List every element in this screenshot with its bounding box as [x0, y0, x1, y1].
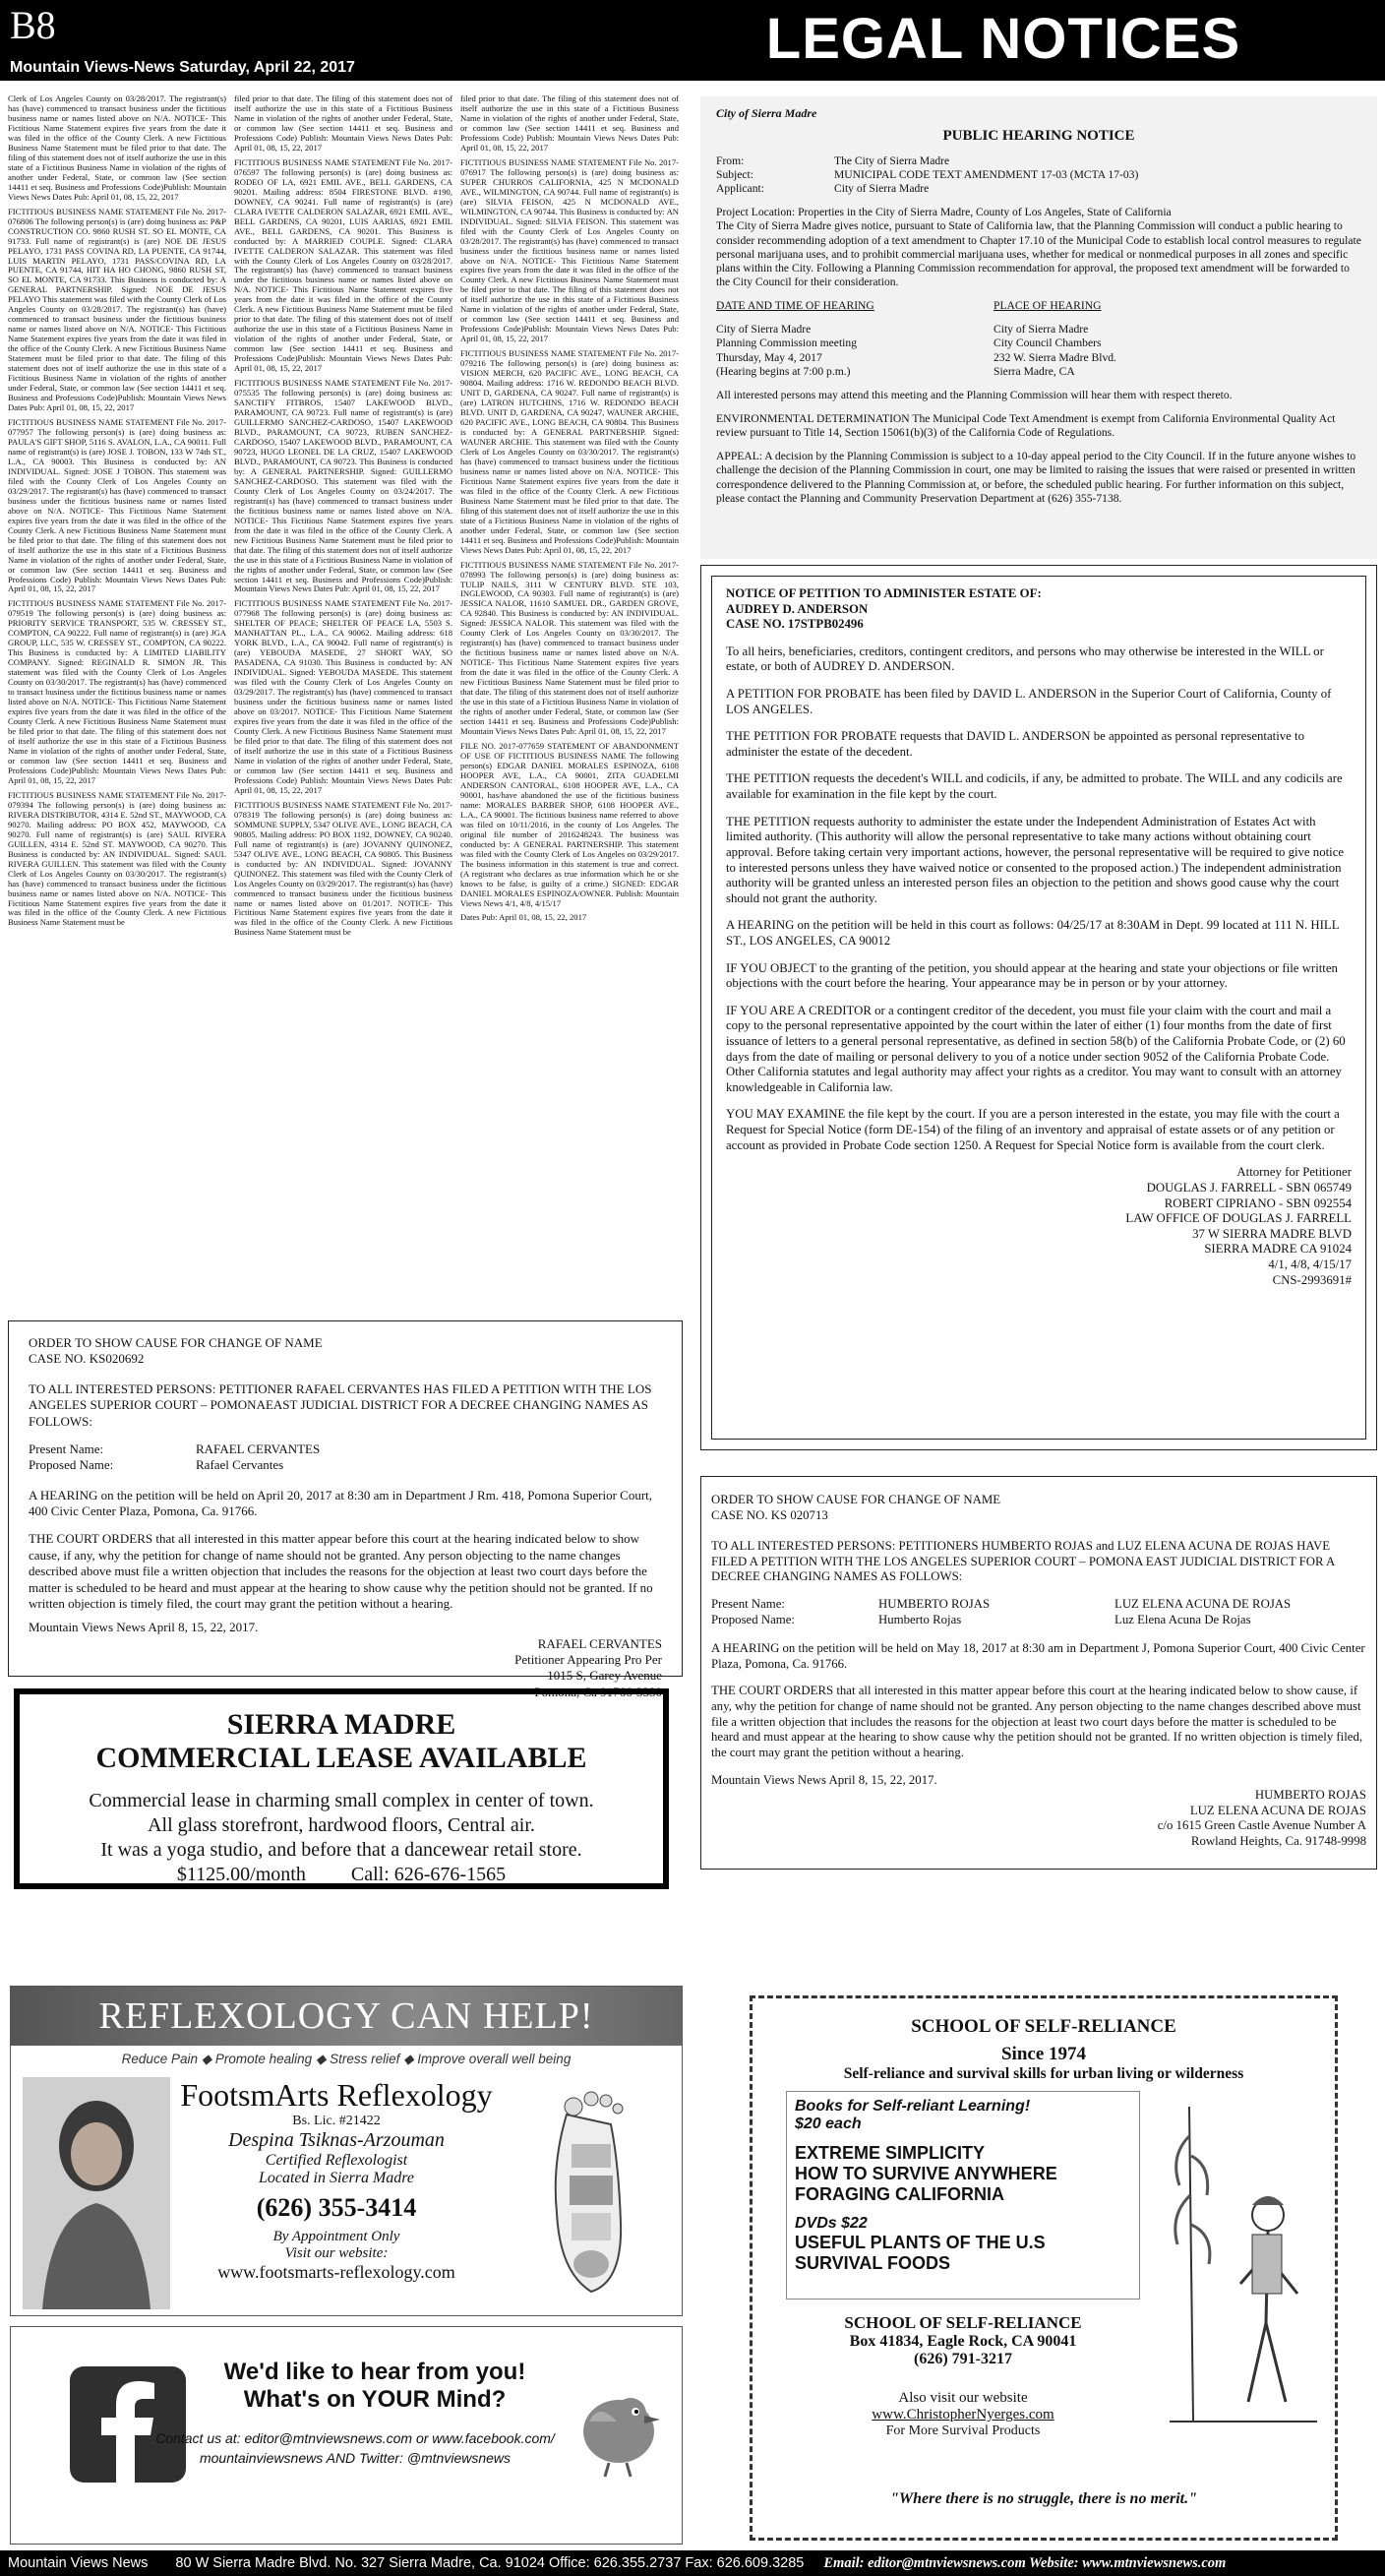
publication-date-line: Mountain Views-News Saturday, April 22, 2017	[10, 59, 355, 76]
proposed-name-label: Proposed Name:	[711, 1612, 795, 1626]
fbn-notice: filed prior to that date. The filing of this statement does not of itself authorize the use in this state of a Fictitious Business Name in violation of the rights of another under Federal, State, or common law (See section 14411 et seq. Business and Professions Code) Publish: Mountain Views News Dates Pub: April 01, 08, 15, 22, 2017	[460, 94, 679, 153]
present-name-label: Present Name:	[29, 1441, 104, 1456]
fbn-column-3	[460, 94, 679, 1312]
phn-date-line: Planning Commission meeting	[716, 337, 857, 350]
phn-project-location: Project Location: Properties in the City of Sierra Madre, County of Los Angeles, State of California	[716, 206, 1172, 219]
books-heading: Books for Self-reliant Learning!	[795, 2098, 1031, 2115]
foot-map-illustration	[512, 2085, 670, 2301]
school-website[interactable]: www.ChristopherNyerges.com	[872, 2407, 1054, 2423]
phn-environmental: ENVIRONMENTAL DETERMINATION The Municipal Code Text Amendment is exempt from California Environmental Quality Act review pursuant to Title 14, Section 15061(b)(3) of the California Code of Regulations.	[716, 412, 1336, 440]
probate-paragraph: YOU MAY EXAMINE the file kept by the court. If you are a person interested in the estate, you may file with the court a Request for Special Notice (form DE-154) of the filing of an inventory and appraisal of estate assets or of any petition or account as provided in Probate Code section 1250. A Request for Special Notice form is available from the court clerk.	[726, 1107, 1340, 1152]
location-line: Located in Sierra Madre	[258, 2170, 415, 2186]
school-tagline: Self-reliance and survival skills for urban living or wilderness	[843, 2065, 1244, 2082]
certification: Certified Reflexologist	[265, 2152, 408, 2169]
contact-line-2[interactable]: mountainviewsnews AND Twitter: @mtnviewsnews	[199, 2449, 512, 2466]
phn-attend: All interested persons may attend this meeting and the Planning Commission will hear them with respect thereto.	[716, 388, 1233, 401]
attorney-line: ROBERT CIPRIANO - SBN 092554	[1164, 1196, 1352, 1210]
phn-subject-label: Subject:	[716, 168, 753, 182]
probate-paragraph: THE PETITION requests authority to administer the estate under the Independent Administration of Estates Act with limited authority. (This authority will allow the personal representative to take many actions without obtaining court approval. Before taking certain very important actions, however, the personal representative will be required to give notice to interested persons unless they have waived notice or consented to the proposed action.) The independent administration authority will be granted unless an interested person files an objection to the petition and shows good cause why the court should not grant the authority.	[726, 814, 1345, 905]
school-self-reliance-ad	[750, 1995, 1338, 2541]
book-title: FORAGING CALIFORNIA	[795, 2184, 1004, 2204]
contact-line-1[interactable]: editor@mtnviewsnews.com or www.facebook.com/	[244, 2430, 555, 2446]
probate-case: CASE NO. 17STPB02496	[726, 617, 864, 632]
proposed-name-label: Proposed Name:	[29, 1457, 114, 1473]
fbn-notice: FICTITIOUS BUSINESS NAME STATEMENT File No. 2017-079519 The following person(s) is (are) doing business as: PRIORITY SERVICE TRANSPORT, 535 W. CRESSEY ST., COMPTON, CA 90222. Full name of registrant(s) is (are) JGA GROUP, LLC, 535 W. CRESSEY ST., COMPTON, CA 90222. This Business is conducted by: A LIMITED LIABILITY COMPANY. Signed: REGINALD R. SIMON JR. This statement was filed with the County Clerk of Los Angeles County on 03/30/2017. The registrant(s) has (have) commenced to transact business under the fictitious business name or names listed above on N/A. NOTICE- This Fictitious Name Statement expires five years from the date it was filed in the office of the County Clerk. A new Fictitious Business Name Statement must be filed prior to that date. The filing of this statement does not of itself authorize the use in this state of a Fictitious Business Name in violation of the rights of another under Federal, State, or common law (See section 14411 et seq. Business and Professions Code)Publish: Mountain Views News Dates Pub: April 01, 08, 15, 22, 2017	[8, 598, 226, 785]
present-name-value: LUZ ELENA ACUNA DE ROJAS	[1114, 1597, 1292, 1612]
phn-subject: MUNICIPAL CODE TEXT AMENDMENT 17-03 (MCTA 17-03)	[834, 168, 1139, 182]
reflexologist-photo	[23, 2077, 170, 2309]
lease-line-3: It was a yoga studio, and before that a dancewear retail store.	[100, 1839, 582, 1861]
website-subline: For More Survival Products	[885, 2423, 1041, 2438]
phn-date-line: City of Sierra Madre	[716, 323, 812, 337]
dvd-price: DVDs $22	[795, 2215, 868, 2232]
court-order-text: THE COURT ORDERS that all interested in this matter appear before this court at the hearing indicated below to show cause, if any, why the petition for change of name should not be granted. Any person objecting to the name changes described above must file a written objection that includes the reasons for the objection at least two court days before the matter is scheduled to be heard and must appear at the hearing to show cause why the petition should not be granted. If no written objection is timely filed, the court may grant the petition without a hearing.	[711, 1684, 1363, 1759]
fb-headline-2: What's on YOUR Mind?	[243, 2386, 507, 2413]
petitioner-name: HUMBERTO ROJAS	[1254, 1788, 1366, 1803]
phn-place-line: City of Sierra Madre	[994, 323, 1089, 337]
fbn-notice: FICTITIOUS BUSINESS NAME STATEMENT File No. 2017-078993 The following person(s) is (are) doing business as: TULIP NAILS, 3111 W CENTURY BLVD. STE 103, INGLEWOOD, CA 90303. Full name of registrant(s) is (are) JESSICA NALOR, 11610 SAMUEL DR., GARDEN GROVE, CA 92840. This Business is conducted by: AN INDIVIDUAL. Signed: JESSICA NALOR. This statement was filed with the County Clerk of Los Angeles County on 03/30/2017. The registrant(s) has (have) commenced to transact business under the fictitious business name or names listed above on N/A. NOTICE- This Fictitious Name Statement expires five years from the date it was filed in the office of the County Clerk. A new Fictitious Business Name Statement must be filed prior to that date. The filing of this statement does not of itself authorize the use in this state of a Fictitious Business Name in violation of the rights of another under Federal, State, or common law (See section 14411 et seq. Business and Professions Code)Publish: Mountain Views News Dates Pub: April 01, 08, 15, 22, 2017	[460, 559, 679, 737]
hearing-text: A HEARING on the petition will be held on May 18, 2017 at 8:30 am in Department J, Pomona Superior Court, 400 Civic Center Plaza, Pomona, Ca. 91766.	[711, 1641, 1365, 1671]
page-number: B8	[10, 3, 56, 47]
dvd-title: USEFUL PLANTS OF THE U.S	[795, 2233, 1046, 2252]
probate-paragraph: THE PETITION FOR PROBATE requests that DAVID L. ANDERSON be appointed as personal representative to administer the estate of the decedent.	[726, 729, 1304, 759]
lease-title-2: COMMERCIAL LEASE AVAILABLE	[95, 1742, 587, 1774]
lease-price: $1125.00/month	[176, 1864, 306, 1885]
petitioner-address-1: c/o 1615 Green Castle Avenue Number A	[1157, 1818, 1366, 1833]
probate-decedent: AUDREY D. ANDERSON	[726, 601, 869, 616]
books-price: $20 each	[795, 2116, 862, 2132]
attorney-line: DOUGLAS J. FARRELL - SBN 065749	[1146, 1180, 1352, 1195]
phn-place-line: 232 W. Sierra Madre Blvd.	[994, 350, 1116, 364]
books-box	[786, 2091, 1140, 2300]
court-order-text: THE COURT ORDERS that all interested in this matter appear before this court at the hearing indicated below to show cause, if any, why the petition for change of name should not be granted. Any person objecting to the name changes described above must file a written objection that includes the reasons for the objection at least two court days before the matter is scheduled to be heard and must appear at the hearing to show cause why the petition should not be granted. If no written objection is timely filed, the court may grant the petition without a hearing.	[29, 1531, 653, 1611]
fbn-column-2	[234, 94, 452, 1312]
survivalist-illustration	[1150, 2097, 1327, 2431]
petitioner-name: LUZ ELENA ACUNA DE ROJAS	[1189, 1803, 1366, 1817]
petitioner-address-2: Rowland Heights, Ca. 91748-9998	[1190, 1833, 1366, 1848]
notice-title: ORDER TO SHOW CAUSE FOR CHANGE OF NAME	[711, 1493, 1001, 1506]
phn-body: The City of Sierra Madre gives notice, pursuant to State of California law, that the Planning Commission will conduct a public hearing to consider recommending adoption of a text amendment to Chapter 17.10 of the Municipal Code to establish local control measures to regulate personal marijuana uses, and to prohibit commercial marijuana uses, whether for medical or nonmedical purposes in all zones and specific plans within the City. Following a Planning Commission recommendation for approval, the proposed text amendment will be forwarded to the City Council for their consideration.	[716, 219, 1361, 289]
probate-title: NOTICE OF PETITION TO ADMINISTER ESTATE OF:	[726, 586, 1042, 600]
footer-address: 80 W Sierra Madre Blvd. No. 327 Sierra Madre, Ca. 91024 Office: 626.355.2737 Fax: 626.609.3285	[175, 2555, 805, 2571]
website-intro: Also visit our website	[898, 2390, 1028, 2406]
fbn-notice: FICTITIOUS BUSINESS NAME STATEMENT File No. 2017-079216 The following person(s) is (are) doing business as: VISION MERCH, 620 PACIFIC AVE., LONG BEACH, CA 90804. Mailing address: 1716 W. REDONDO BEACH BLVD. UNIT D, GARDENA, CA 90247. Full name of registrant(s) is (are) LATRON HUTCHINS, 1716 W. REDONDO BEACH BLVD. UNIT D, GARDENA, CA 90247, WAUNER ARCHIE, 620 PACIFIC AVE., LONG BEACH, CA 90804. This Business is conducted by: A GENERAL PARTNERSHIP. Signed: WAUNER ARCHIE. This statement was filed with the County Clerk of Los Angeles County on 03/30/2017. The registrant(s) has (have) commenced to transact business under the fictitious business name or names listed above on N/A. NOTICE- This Fictitious Name Statement expires five years from the date it was filed in the office of the County Clerk. A new Fictitious Business Name Statement must be filed prior to that date. The filing of this statement does not of itself authorize the use in this state of a Fictitious Business Name in violation of the rights of another under Federal, State, or common law (See section 14411 et seq. Business and Professions Code)Publish: Mountain Views News Dates Pub: April 01, 08, 15, 22, 2017	[460, 348, 679, 555]
benefit-3: Stress relief	[330, 2052, 400, 2066]
page-footer	[0, 2550, 1385, 2576]
book-title: EXTREME SIMPLICITY	[795, 2143, 986, 2163]
fbn-notice: Clerk of Los Angeles County on 03/28/2017. The registrant(s) has (have) commenced to transact business under the fictitious business name or names listed above on N/A. NOTICE- This Fictitious Name Statement expires five years from the date it was filed in the office of the County Clerk. A new Fictitious Business Name Statement must be filed prior to that date. The filing of this statement does not of itself authorize the use in this state of a Fictitious Business Name in violation of the rights of another under Federal, State, or common law (See section 14411 et seq. Business and Professions Code)Publish: Mountain Views News Dates Pub: April 01, 08, 15, 22, 2017	[8, 94, 226, 202]
probate-paragraph: A PETITION FOR PROBATE has been filed by DAVID L. ANDERSON in the Superior Court of California, County of LOS ANGELES.	[726, 687, 1332, 716]
notice-intro: TO ALL INTERESTED PERSONS: PETITIONERS HUMBERTO ROJAS and LUZ ELENA ACUNA DE ROJAS HAVE FILED A PETITION WITH THE LOS ANGELES SUPERIOR COURT – POMONA EAST JUDICIAL DISTRICT FOR A DECREE CHANGING NAMES AS FOLLOWS:	[711, 1539, 1335, 1584]
publication-line: Mountain Views News April 8, 15, 22, 2017.	[711, 1772, 937, 1787]
public-hearing-notice	[700, 96, 1377, 559]
proposed-name-value: Rafael Cervantes	[196, 1457, 284, 1473]
probate-paragraph: IF YOU OBJECT to the granting of the petition, you should appear at the hearing and state your objections or file written objections with the court before the hearing. Your appearance may be in person or by your attorney.	[726, 960, 1338, 991]
attorney-line: 37 W SIERRA MADRE BLVD	[1192, 1226, 1352, 1241]
fbn-notice: FICTITIOUS BUSINESS NAME STATEMENT File No. 2017-078319 The following person(s) is (are) doing business as: SOMMUNE SUPPLY, 5347 OLIVE AVE., LONG BEACH, CA 90805. Mailing address: PO BOX 1192, DOWNEY, CA 90240. Full name of registrant(s) is (are) JOVANNY QUINONEZ, 5347 OLIVE AVE., LONG BEACH, CA 90805. This Business is conducted by: AN INDIVIDUAL. Signed: JOVANNY QUINONEZ. This statement was filed with the County Clerk of Los Angeles County on 03/29/2017. The registrant(s) has (have) commenced to transact business under the fictitious business name or names listed above on 01/2017. NOTICE- This Fictitious Name Statement expires five years from the date it was filed in the office of the County Clerk. A new Fictitious Business Name Statement must be	[234, 799, 452, 938]
school-title: SCHOOL OF SELF-RELIANCE	[911, 2016, 1176, 2037]
phn-applicant-label: Applicant:	[716, 182, 764, 196]
lease-title-1: SIERRA MADRE	[226, 1708, 456, 1741]
attorney-line: Attorney for Petitioner	[1236, 1165, 1352, 1180]
fbn-notice: filed prior to that date. The filing of this statement does not of itself authorize the use in this state of a Fictitious Business Name in violation of the rights of another under Federal, State, or common law (See section 14411 et seq. Business and Professions Code) Publish: Mountain Views News Dates Pub: April 01, 08, 15, 22, 2017	[234, 94, 452, 153]
phn-from-label: From:	[716, 153, 745, 167]
book-title: HOW TO SURVIVE ANYWHERE	[795, 2164, 1057, 2183]
phn-from: The City of Sierra Madre	[834, 153, 950, 167]
phn-place-line: Sierra Madre, CA	[994, 364, 1075, 378]
fbn-notice: FICTITIOUS BUSINESS NAME STATEMENT File No. 2017-077957 The following person(s) is (are) doing business as: PAULA'S GIFT SHOP, 5116 S. AVALON, L.A., CA 90011. Full name of registrant(s) is (are) JOSE J. TOBON, 133 W 74th ST., L.A., CA 90003. This Business is conducted by: AN INDIVIDUAL. Signed: JOSE J TOBON. This statement was filed with the County Clerk of Los Angeles County on 03/29/2017. The registrant(s) has (have) commenced to transact business under the fictitious business name or names listed above on N/A. NOTICE- This Fictitious Name Statement expires five years from the date it was filed in the office of the County Clerk. A new Fictitious Business Name Statement must be filed prior to that date. The filing of this statement does not of itself authorize the use in this state of a Fictitious Business Name in violation of the rights of another under Federal, State, or common law (See section 14411 et seq. Business and Professions Code) Publish: Mountain Views News Dates Pub: April 01, 08, 15, 22, 2017	[8, 417, 226, 594]
fbn-notice: FICTITIOUS BUSINESS NAME STATEMENT File No. 2017-077968 The following person(s) is (are) doing business as: SHELTER OF PEACE; SHELTER OF PEACE LA, 5503 S. MANHATTAN PL., L.A., CA 90062. Mailing address: 618 YORK BLVD., L.A., CA 90042. Full name of registrant(s) is (are) YEBOUDA MASEDE, 27 SHORT WAY, SO PASADENA, CA 91030. This Business is conducted by: AN INDIVIDUAL. Signed: YEBOUDA MASEDE. This statement was filed with the County Clerk of Los Angeles County on 03/29/2017. The registrant(s) has (have) commenced to transact business under the fictitious business name or names listed above on 03/2017. NOTICE- This Fictitious Name Statement expires five years from the date it was filed in the office of the County Clerk. A new Fictitious Business Name Statement must be filed prior to that date. The filing of this statement does not of itself authorize the use in this state of a Fictitious Business Name in violation of the rights of another under Federal, State, or common law (See section 14411 et seq. Business and Professions Code) Publish: Mountain Views News Dates Pub: April 01, 08, 15, 22, 2017	[234, 598, 452, 795]
phn-place-heading: PLACE OF HEARING	[994, 299, 1102, 313]
school-address: Box 41834, Eagle Rock, CA 90041	[849, 2333, 1077, 2350]
attorney-line: LAW OFFICE OF DOUGLAS J. FARRELL	[1125, 1211, 1352, 1226]
fbn-notice: FICTITIOUS BUSINESS NAME STATEMENT File No. 2017-076917 The following person(s) is (are) doing business as: SUPER CHURROS CALIFORNIA, 425 N MCDONALD AVE., WILMINGTON, CA 90744. Full name of registrant(s) is (are) SILVIA FEISON, 425 N MCDONALD AVE., WILMINGTON, CA 90744. This Business is conducted by: AN INDIVIDUAL. Signed: SILVIA FEISON. This statement was filed with the County Clerk of Los Angeles County on 03/28/2017. The registrant(s) has (have) commenced to transact business under the fictitious business name or names listed above on N/A. NOTICE- This Fictitious Name Statement expires five years from the date it was filed in the office of the County Clerk. A new Fictitious Business Name Statement must be filed prior to that date. The filing of this statement does not of itself authorize the use in this state of a Fictitious Business Name in violation of the rights of another under Federal, State, or common law (See section 14411 et seq. Business and Professions Code)Publish: Mountain Views News Dates Pub: April 01, 08, 15, 22, 2017	[460, 156, 679, 344]
reflexologist-name: Despina Tsiknas-Arzouman	[228, 2129, 445, 2151]
school-address-name: SCHOOL OF SELF-RELIANCE	[844, 2313, 1082, 2332]
present-name-label: Present Name:	[711, 1597, 785, 1612]
lease-phone: Call: 626-676-1565	[350, 1864, 507, 1885]
attorney-line: 4/1, 4/8, 4/15/17	[1268, 1257, 1352, 1271]
fbn-column-1	[8, 94, 226, 1312]
case-number: CASE NO. KS 020713	[711, 1507, 828, 1522]
benefit-1: Reduce Pain	[121, 2052, 198, 2066]
masthead	[0, 0, 1385, 81]
probate-paragraph: A HEARING on the petition will be held in this court as follows: 04/25/17 at 8:30AM in Dept. 99 located at 111 N. HILL ST., LOS ANGELES, CA 90012	[726, 918, 1340, 948]
phn-date-line: (Hearing begins at 7:00 p.m.)	[716, 364, 851, 378]
hearing-text: A HEARING on the petition will be held on April 20, 2017 at 8:30 am in Department J Rm. 418, Pomona Superior Court, 400 Civic Center Plaza, Pomona, Ca. 91766.	[29, 1487, 653, 1518]
visit-website-line: Visit our website:	[284, 2245, 389, 2261]
reflexology-website[interactable]: www.footsmarts-reflexology.com	[217, 2262, 455, 2282]
notice-intro: TO ALL INTERESTED PERSONS: PETITIONER RAFAEL CERVANTES HAS FILED A PETITION WITH THE LOS ANGELES SUPERIOR COURT – POMONAEAST JUDICIAL DISTRICT FOR A DECREE CHANGING NAMES AS FOLLOWS:	[29, 1380, 652, 1429]
fbn-notice: FICTITIOUS BUSINESS NAME STATEMENT File No. 2017-075535 The following person(s) is (are) doing business as: SANCTIFY FITBROS, 15407 LAKEWOOD BLVD., PARAMOUNT, CA 90723. Full name of registrant(s) is (are) GUILLERMO SANCHEZ-CARDOSO, 15407 LAKEWOOD BLVD., PARAMOUNT, CA 90723, RUBEN SANCHEZ-CARDOSO, 15407 LAKEWOOD BLVD., PARAMOUNT, CA 90723, HUGO LEONEL DE LA CRUZ, 15407 LAKEWOOD BLVD., PARAMOUNT, CA 90723. This Business is conducted by: A GENERAL PARTNERSHIP. Signed: GUILLERMO SANCHEZ-CARDOSO. This statement was filed with the County Clerk of Los Angeles County on 03/24/2017. The registrant(s) has (have) commenced to transact business under the fictitious business name or names listed above on N/A. NOTICE- This Fictitious Name Statement expires five years from the date it was filed in the office of the County Clerk. A new Fictitious Business Name Statement must be filed prior to that date. The filing of this statement does not of itself authorize the use in this state of a Fictitious Business Name in violation of the rights of another under Federal, State, or common law (See section 14411 et seq. Business and Professions Code)Publish: Mountain Views News Dates Pub: April 01, 08, 15, 22, 2017	[234, 378, 452, 594]
commercial-lease-ad	[14, 1688, 669, 1889]
contact-prefix: Contact us at:	[155, 2430, 245, 2446]
fbn-notice: Dates Pub: April 01, 08, 15, 22, 2017	[460, 912, 587, 923]
petitioner-role: Petitioner Appearing Pro Per	[514, 1652, 662, 1667]
license-number: Bs. Lic. #21422	[292, 2114, 381, 2128]
phn-date-line: Thursday, May 4, 2017	[716, 350, 822, 364]
appointment-line: By Appointment Only	[272, 2229, 400, 2244]
footer-paper: Mountain Views News	[8, 2555, 149, 2571]
phn-appeal: APPEAL: A decision by the Planning Commission is subject to a 10-day appeal period to the City Council. If in the future anyone wishes to challenge the decision of the Planning Commission in court, one may be limited to raising the issues that were raised or presented in written correspondence delivered to the Planning Commission at, or before, the scheduled public hearing. For further information on this subject, please contact the Planning and Community Preservation Department at (626) 355-7138.	[716, 450, 1356, 505]
notice-title: ORDER TO SHOW CAUSE FOR CHANGE OF NAME	[29, 1335, 323, 1350]
reflexology-phone: (626) 355-3414	[256, 2193, 417, 2222]
probate-paragraph: To all heirs, beneficiaries, creditors, contingent creditors, and persons who may otherwise be interested in the WILL or estate, or both of AUDREY D. ANDERSON.	[726, 644, 1324, 674]
twitter-bird-icon[interactable]	[570, 2372, 668, 2481]
school-quote: "Where there is no struggle, there is no merit."	[889, 2490, 1197, 2507]
attorney-line: SIERRA MADRE CA 91024	[1204, 1242, 1352, 1257]
present-name-value: HUMBERTO ROJAS	[878, 1597, 991, 1612]
section-title: LEGAL NOTICES	[765, 7, 1241, 71]
publication-line: Mountain Views News April 8, 15, 22, 2017.	[29, 1620, 259, 1635]
phn-city: City of Sierra Madre	[716, 106, 817, 120]
fbn-notice: FILE NO. 2017-077659 STATEMENT OF ABANDONMENT OF USE OF FICTITIOUS BUSINESS NAME The following person(s) EDGAR DANIEL MORALES ESPINOZA, 6108 HOOPER AVE, L.A., CA 90001, ZITA GUADELMI ANDERSON CANTORAL, 6108 HOOPER AVE, L.A., CA 90001, has/have abandoned the use of the fictitious business name: MORALES BARBER SHOP, 6108 HOOPER AVE., L.A., CA 90001. The fictitious business name referred to above was filed on 10/11/2016, in the county of Los Angeles. The original file number of 2016248243. The business was conducted by: A GENERAL PARTNERSHIP. This statement was filed with the County Clerk of Los Angeles on 03/29/2017. The business information in this statement is true and correct. (A registrant who declares as true information which he or she knows to be false, is guilty of a crime.) SIGNED: EDGAR DANIEL MORALES ESPINOZA/OWNER. Publish: Mountain Views News 4/1, 4/8, 4/15/17	[460, 741, 679, 908]
fb-headline-1: We'd like to hear from you!	[223, 2359, 526, 2385]
petitioner-address-2: Pomona, Ca 91766-3330	[534, 1684, 662, 1699]
phn-date-heading: DATE AND TIME OF HEARING	[716, 299, 874, 313]
fbn-notice: FICTITIOUS BUSINESS NAME STATEMENT File No. 2017-076597 The following person(s) is (are) doing business as: RODEO OF LA, 6921 EMIL AVE., BELL GARDENS, CA 90201. Mailing address: 8504 FIRESTONE BLVD. #190, DOWNEY, CA 90241. Full name of registrant(s) is (are) CLARA IVETTE CALDERON SALAZAR, 6921 EMIL AVE., BELL GARDENS, CA 90201, LUIS AARIAS, 6921 EMIL AVE., BELL GARDENS, CA 90201. This Business is conducted by: A MARRIED COUPLE. Signed: CLARA IVETTE CALDERON SALAZAR. This statement was filed with the County Clerk of Los Angeles County on 03/28/2017. The registrant(s) has (have) commenced to transact business under the fictitious business name or names listed above on N/A. NOTICE- This Fictitious Name Statement expires five years from the date it was filed in the office of the County Clerk. A new Fictitious Business Name Statement must be filed prior to that date. The filing of this statement does not of itself authorize the use in this state of a Fictitious Business Name in violation of the rights of another under Federal, State, or common law (See section 14411 et seq. Business and Professions Code)Publish: Mountain Views News Dates Pub: April 01, 08, 15, 22, 2017	[234, 156, 452, 374]
lease-line-1: Commercial lease in charming small complex in center of town.	[89, 1790, 594, 1811]
footer-email-website[interactable]: Email: editor@mtnviewsnews.com Website: www.mtnviewsnews.com	[823, 2555, 1227, 2571]
petitioner-name: RAFAEL CERVANTES	[537, 1635, 662, 1651]
attorney-line: CNS-2993691#	[1272, 1272, 1352, 1287]
probate-paragraph: IF YOU ARE A CREDITOR or a contingent creditor of the decedent, you must file your claim with the court and mail a copy to the personal representative appointed by the court within the later of either (1) four months from the date of first issuance of letters to a general personal representative, as defined in section 58(b) of the California Probate Code, or (2) 60 days from the date of mailing or personal delivery to you of a notice under section 9052 of the California Probate Code. Other California statutes and legal authority may affect your rights as a creditor. You may want to consult with an attorney knowledgeable in California law.	[726, 1003, 1346, 1094]
benefit-2: Promote healing	[214, 2052, 313, 2066]
school-phone: (626) 791-3217	[914, 2351, 1012, 2367]
phn-place-line: City Council Chambers	[994, 337, 1102, 350]
lease-line-2: All glass storefront, hardwood floors, Central air.	[148, 1814, 535, 1836]
school-since: Since 1974	[1000, 2044, 1087, 2064]
phn-title: PUBLIC HEARING NOTICE	[942, 127, 1135, 144]
proposed-name-value: Luz Elena Acuna De Rojas	[1114, 1612, 1251, 1626]
dvd-title: SURVIVAL FOODS	[795, 2253, 951, 2273]
case-number: CASE NO. KS020692	[29, 1351, 145, 1367]
business-name: FootsmArts Reflexology	[180, 2077, 493, 2113]
petitioner-address-1: 1015 S, Garey Avenue	[547, 1668, 662, 1684]
probate-paragraph: THE PETITION requests the decedent's WILL and codicils, if any, be admitted to probate. The WILL and any codicils are available for examination in the file kept by the court.	[726, 771, 1343, 802]
probate-notice	[711, 576, 1366, 1440]
reflexology-ad: REFLEXOLOGY CAN HELP! Reduce Pain ◆ Promote healing ◆ Stress relief ◆ Improve overall well being FootsmArts Reflexology Bs. Lic. #21422 Despina Tsiknas-Arzouman Certified Reflexologist Located in Sierra Madre (626) 355-3414 By Appointment Only Visit our website: www.footsmarts-reflexology.com	[10, 1986, 683, 2316]
fbn-notice: FICTITIOUS BUSINESS NAME STATEMENT File No. 2017-079394 The following person(s) is (are) doing business as: RIVERA DISTRIBUTOR, 4314 E. 52nd ST., MAYWOOD, CA 90270. Mailing address: PO BOX 452, MAYWOOD, CA 90270. Full name of registrant(s) is (are) SAUL RIVERA GUILLEN, 4314 E. 52nd ST. MAYWOOD, CA 90270. This Business is conducted by: AN INDIVIDUAL. Signed: SAUL RIVERA GUILLEN. This statement was filed with the County Clerk of Los Angeles County on 03/30/2017. The registrant(s) has (have) commenced to transact business under the fictitious business name or names listed above on N/A. NOTICE- This Fictitious Name Statement expires five years from the date it was filed in the office of the County Clerk. A new Fictitious Business Name Statement must be	[8, 789, 226, 928]
benefit-4: Improve overall well being	[417, 2052, 572, 2066]
name-change-notice-cervantes	[8, 1320, 683, 1699]
phn-applicant: City of Sierra Madre	[834, 182, 930, 196]
proposed-name-value: Humberto Rojas	[878, 1612, 962, 1626]
reflexology-banner: REFLEXOLOGY CAN HELP!	[11, 1987, 682, 2046]
facebook-ad	[10, 2326, 683, 2545]
fbn-notice: FICTITIOUS BUSINESS NAME STATEMENT File No. 2017-076806 The following person(s) is (are) doing business as: P&P CONSTRUCTION CO. 9860 RUSH ST. SO EL MONTE, CA 91733. Full name of registrant(s) is (are) NOE DE JESUS PELAYO, 1731 PASS COVINA RD, LA PUENTE, CA 91744, LUIS MARTIN PELAYO, 1731 PASS/COVINA RD, LA PUENTE, CA 91744, HIT HA HO CHONG, 9860 RUSH ST, SO EL MONTE, CA 91733. This Business is conducted by: A GENERAL PARTNERSHIP. Signed: NOE DE JESUS PELAYO This statement was filed with the County Clerk of Los Angeles County on 03/28/2017. The registrant(s) has (have) commenced to transact business under the fictitious business name or names listed above on N/A. NOTICE- This Fictitious Name Statement expires five years from the date it was filed in the office of the County Clerk. A new Fictitious Business Name Statement must be filed prior to that date. The filing of this statement does not of itself authorize the use in this state of a Fictitious Business Name in violation of the rights of another under Federal, State, or common law (See section 14411 et seq. Business and Professions Code)Publish: Mountain Views News Dates Pub: April 01, 08, 15, 22, 2017	[8, 206, 226, 413]
present-name-value: RAFAEL CERVANTES	[196, 1441, 321, 1456]
probate-notice-frame	[700, 565, 1377, 1450]
name-change-notice-rojas	[700, 1476, 1377, 1870]
